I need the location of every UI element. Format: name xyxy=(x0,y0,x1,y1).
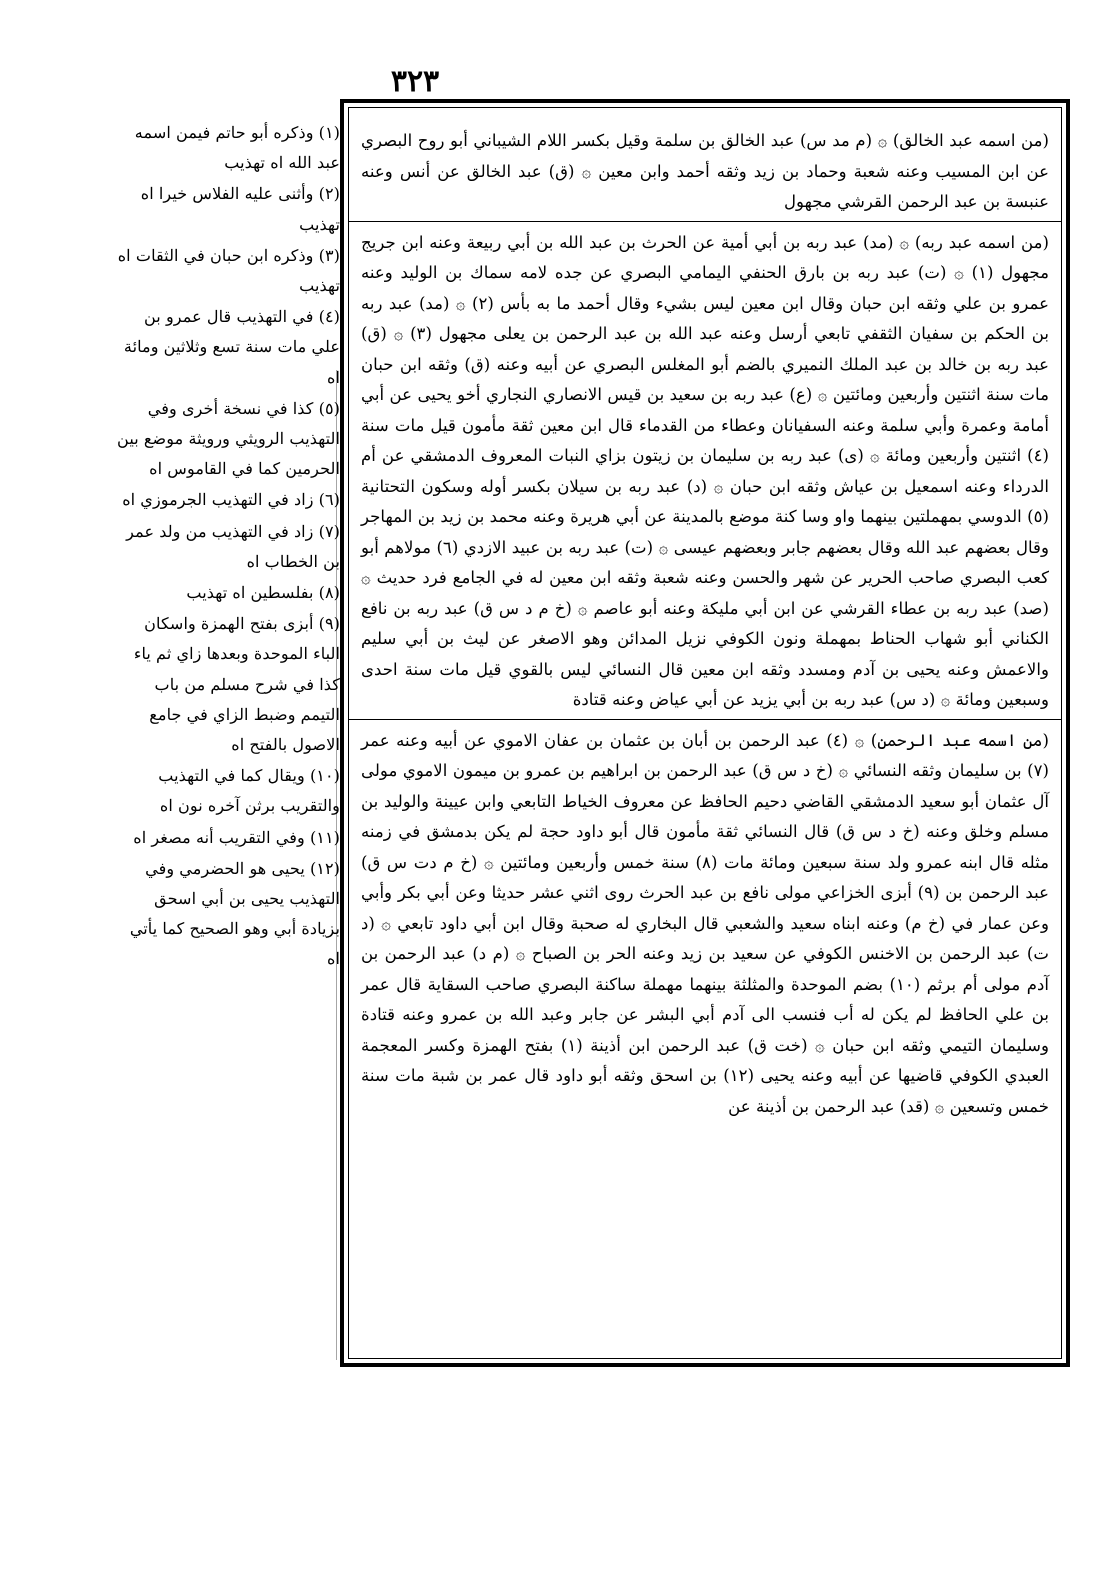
footnote: (٩) أبزى بفتح الهمزة واسكان الباء الموحدة وبعدها زاي ثم ياء كذا في شرح مسلم من باب التيمم وضبط الزاي في جامع الاصول بالفتح اه xyxy=(133,614,340,755)
column-divider xyxy=(336,370,337,1360)
footnote: (٥) كذا في نسخة أخرى وفي التهذيب الرويثي ورويثة موضع بين الحرمين كما في القاموس اه xyxy=(117,398,340,479)
footnote: (٧) زاد في التهذيب من ولد عمر بن الخطاب اه xyxy=(126,521,340,571)
footnote: (١٢) يحيى هو الحضرمي وفي التهذيب يحيى بن أبي اسحق بزيادة أبي وهو الصحيح كما يأتي اه xyxy=(129,858,340,969)
section-abd-rabbih: (من اسمه عبد ربه) ۞ (مد) عبد ربه بن أبي أمية عن الحرث بن عبد الله بن أبي ربيعة وعنه ابن جريج مجهول (١) ۞ (ت) عبد ربه بن بارق الحنفي اليمامي البصري عن جده لامه سماك بن الوليد وعنه عمرو بن علي وثقه ابن حبان وقال ابن معين ليس بشيء وقال أحمد ما به بأس (٢) ۞ (مد) عبد ربه بن الحكم بن سفيان الثقفي تابعي أرسل وعنه عبد الله بن عبد الرحمن بن يعلى مجهول (٣) ۞ (ق) عبد ربه بن خالد بن عبد الملك النميري بالضم أبو المغلس البصري عن أبيه وعنه (ق) وثقه ابن حبان مات سنة اثنتين وأربعين ومائتين ۞ (ع) عبد ربه بن سعيد بن قيس الانصاري النجاري أخو يحيى عن أبي أمامة وعمرة وأبي سلمة وعنه السفيانان وعطاء من القدماء قال ابن معين ثقة مأمون قيل مات سنة (٤) اثنتين وأربعين ومائة ۞ (ى) عبد ربه بن سليمان بن زيتون بزاي النبات المعروف الدمشقي عن أم الدرداء وعنه اسمعيل بن عياش وثقه ابن حبان ۞ (د) عبد ربه بن سيلان بكسر أوله وسكون التحتانية (٥) الدوسي بمهملتين بينهما واو وسا كنة موضع بالمدينة عن أبي هريرة وعنه محمد بن زيد بن المهاجر وقال بعضهم عبد الله وقال بعضهم جابر وبعضهم عيسى ۞ (ت) عبد ربه بن عبيد الازدي (٦) مولاهم أبو كعب البصري صاحب الحرير عن شهر والحسن وعنه شعبة وثقه ابن معين له في الجامع فرد حديث ۞ (صد) عبد ربه بن عطاء القرشي عن ابن أبي مليكة وعنه أبو عاصم ۞ (خ م د س ق) عبد ربه بن نافع الكناني أبو شهاب الحناط بمهملة ونون الكوفي نزيل المدائن وهو الاصغر عن ليث بن أبي سليم والاعمش وعنه يحيى بن آدم ومسدد وثقه ابن معين قال النسائي ليس بالقوي قيل مات سنة احدى وسبعين ومائة ۞ (د س) عبد ربه بن أبي يزيد عن أبي عياض وعنه قتادة xyxy=(361,232,1050,709)
footnotes-column xyxy=(114,118,340,1358)
section-abd-al-rahman: (من اسمه عبد الرحمن) ۞ (٤) عبد الرحمن بن أبان بن عثمان بن عفان الاموي عن أبيه وعنه عمر (٧) بن سليمان وثقه النسائي ۞ (خ د س ق) عبد الرحمن بن ابراهيم بن عمرو بن ميمون الاموي مولى آل عثمان أبو سعيد الدمشقي القاضي دحيم الحافظ عن معروف الخياط التابعي وابن عيينة والوليد بن مسلم وخلق وعنه (خ د س ق) قال النسائي ثقة مأمون قال أبو داود حجة لم يكن بدمشق في زمنه مثله قال ابنه عمرو ولد سنة سبعين ومائة مات (٨) سنة خمس وأربعين ومائتين ۞ (خ م دت س ق) عبد الرحمن بن (٩) أبزى الخزاعي مولى نافع بن عبد الحرث روى اثني عشر حديثا وعن أبي بكر وأبي وعن عمار في (خ م) وعنه ابناه سعيد والشعبي قال البخاري له صحبة وقال ابن أبي داود تابعي ۞ (د ت) عبد الرحمن بن الاخنس الكوفي عن سعيد بن زيد وعنه الحر بن الصباح ۞ (م د) عبد الرحمن بن آدم مولى أم برثم (١٠) بضم الموحدة والمثلثة بينهما مهملة ساكنة البصري صاحب السقاية قال عمر بن علي الحافظ لم يكن له أب فنسب الى آدم أبي البشر عن جابر وعبد الله بن عمرو وعنه قتادة وسليمان التيمي وثقه ابن حبان ۞ (خت ق) عبد الرحمن ابن أذينة (١) بفتح الهمزة وكسر المعجمة العبدي الكوفي قاضيها عن أبيه وعنه يحيى (١٢) بن اسحق وثقه أبو داود قال عمر بن شبة مات سنة خمس وتسعين ۞ (قد) عبد الرحمن بن أذينة عن xyxy=(361,730,1050,1116)
footnote: (٣) وذكره ابن حبان في الثقات اه تهذيب xyxy=(117,245,340,296)
section-divider xyxy=(349,719,1061,720)
footnote: (٦) زاد في التهذيب الجرموزي اه xyxy=(122,490,340,510)
footnote: (٨) بفلسطين اه تهذيب xyxy=(186,583,340,603)
footnote: (١) وذكره أبو حاتم فيمن اسمه عبد الله اه تهذيب xyxy=(134,123,340,173)
footnote: (٤) في التهذيب قال عمرو بن علي مات سنة تسع وثلاثين ومائة اه xyxy=(123,307,340,387)
footnote: (١٠) ويقال كما في التهذيب والتقريب برثن آخره نون اه xyxy=(158,766,340,816)
section-abd-al-khaliq: (من اسمه عبد الخالق) ۞ (م مد س) عبد الخالق بن سلمة وقيل بكسر اللام الشيباني أبو روح البصري عن ابن المسيب وعنه شعبة وحماد بن زيد وثقه أحمد وابن معين ۞ (ق) عبد الخالق عن أنس وعنه عنبسة بن عبد الرحمن القرشي مجهول xyxy=(361,131,1049,211)
main-text-frame xyxy=(340,99,1070,1367)
main-text-body xyxy=(348,107,1062,1359)
page-number: ٣٢٣ xyxy=(390,64,440,99)
footnote: (١١) وفي التقريب أنه مصغر اه xyxy=(133,827,340,847)
footnote: (٢) وأثنى عليه الفلاس خيرا اه تهذيب xyxy=(140,184,340,234)
section-divider xyxy=(349,221,1061,222)
